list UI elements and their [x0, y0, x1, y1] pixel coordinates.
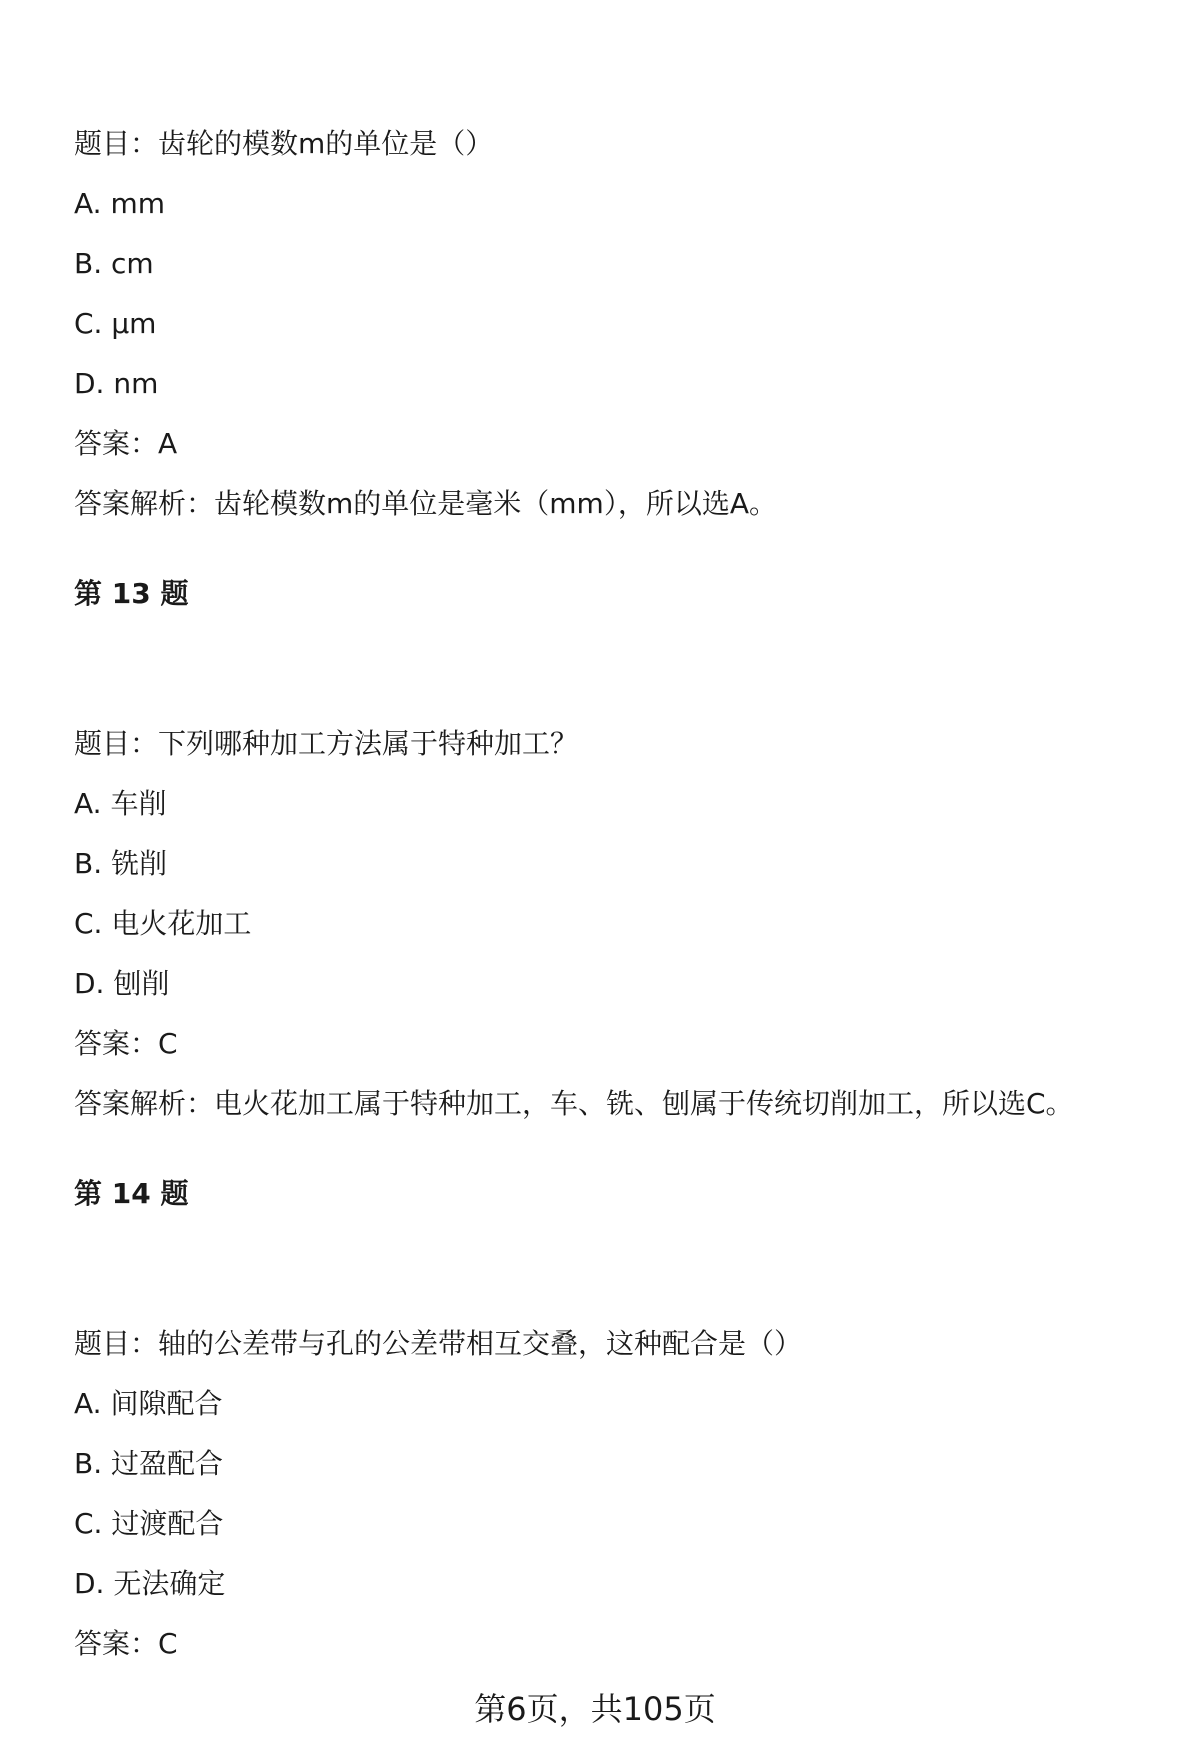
question-14-option-c: C. 过渡配合: [74, 1507, 224, 1540]
question-12-option-b: B. cm: [74, 247, 154, 280]
question-12-answer: 答案：A: [74, 427, 178, 460]
question-14-option-d: D. 无法确定: [74, 1567, 226, 1600]
question-14-option-b: B. 过盈配合: [74, 1447, 224, 1480]
question-14-answer: 答案：C: [74, 1627, 178, 1660]
question-12-option-a: A. mm: [74, 187, 166, 220]
question-12-text: 题目：齿轮的模数m的单位是（）: [74, 127, 494, 160]
question-12-option-c: C. μm: [74, 307, 157, 340]
question-14-option-a: A. 间隙配合: [74, 1387, 223, 1420]
question-13-option-b: B. 铣削: [74, 847, 168, 880]
question-12-analysis: 答案解析：齿轮模数m的单位是毫米（mm），所以选A。: [74, 487, 777, 520]
question-13-option-d: D. 刨削: [74, 967, 170, 1000]
question-14-heading: 第 14 题: [74, 1177, 189, 1210]
page-number-footer: 第6页，共105页: [474, 1690, 716, 1728]
question-14-text: 题目：轴的公差带与孔的公差带相互交叠，这种配合是（）: [74, 1327, 803, 1360]
question-13-analysis: 答案解析：电火花加工属于特种加工，车、铣、刨属于传统切削加工，所以选C。: [74, 1087, 1074, 1120]
question-13-option-c: C. 电火花加工: [74, 907, 252, 940]
question-12-option-d: D. nm: [74, 367, 159, 400]
question-13-text: 题目：下列哪种加工方法属于特种加工？: [74, 727, 579, 760]
question-13-answer: 答案：C: [74, 1027, 178, 1060]
question-13-option-a: A. 车削: [74, 787, 167, 820]
question-13-heading: 第 13 题: [74, 577, 189, 610]
